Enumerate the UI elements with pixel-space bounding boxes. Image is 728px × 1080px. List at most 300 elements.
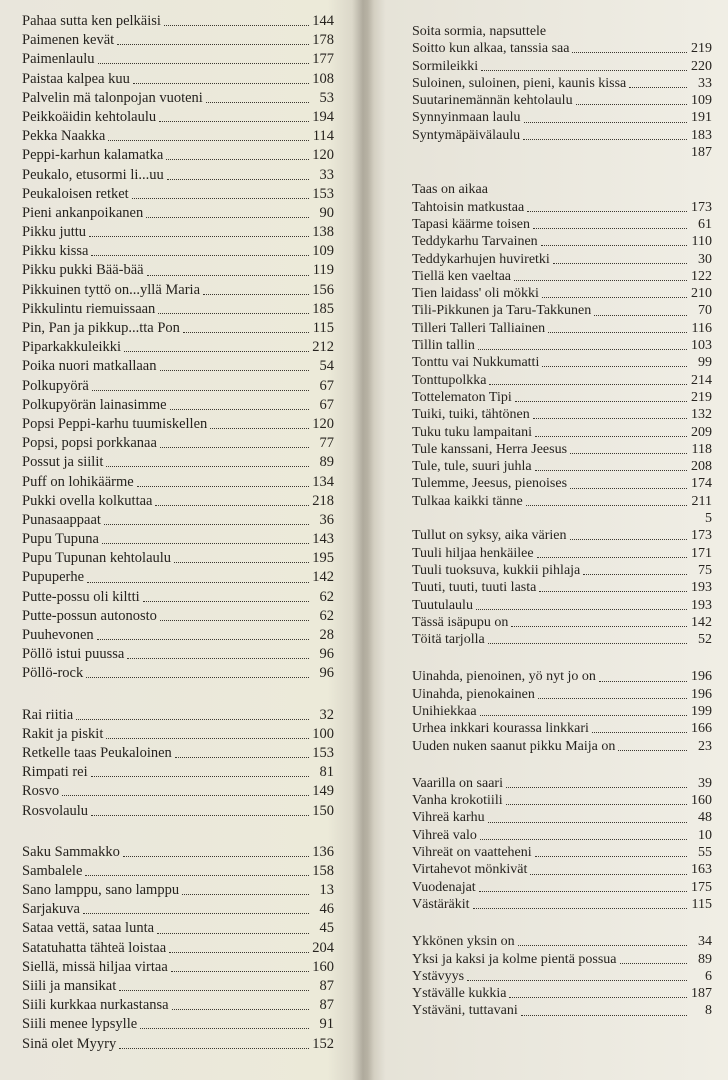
section-gap	[22, 684, 334, 706]
index-entry	[412, 951, 712, 968]
dot-leader	[166, 159, 309, 160]
entry-page-number: 10	[698, 827, 712, 843]
entry-title: Tuiki, tuiki, tähtönen	[412, 407, 530, 423]
entry-page-number: 61	[698, 216, 712, 232]
dot-leader	[541, 245, 687, 246]
index-entry	[22, 338, 334, 357]
entry-title: Pahaa sutta ken pelkäisi	[22, 13, 161, 29]
dot-leader	[533, 418, 687, 419]
dot-leader	[89, 236, 309, 237]
dot-leader	[570, 453, 687, 454]
entry-page-number: 196	[691, 669, 712, 685]
dot-leader	[171, 971, 309, 972]
dot-leader	[92, 390, 309, 391]
index-entry	[412, 844, 712, 861]
dot-leader	[167, 179, 309, 180]
index-entry	[412, 216, 712, 233]
entry-page-number: 62	[319, 607, 334, 624]
entry-page-number: 39	[698, 775, 712, 791]
dot-leader	[106, 466, 309, 467]
entry-page-number: 81	[319, 764, 334, 781]
index-entry	[22, 415, 334, 434]
entry-title: Syntymäpäivälaulu	[412, 127, 521, 143]
dot-leader	[521, 1015, 687, 1016]
index-entry	[22, 958, 334, 977]
entry-page-number: 115	[691, 896, 712, 912]
entry-title: Teddykarhujen huviretki	[412, 251, 550, 267]
index-entry	[412, 597, 712, 614]
entry-page-number: 153	[312, 185, 334, 202]
dot-leader	[143, 601, 309, 602]
entry-page-number: 220	[691, 58, 712, 74]
dot-leader	[182, 894, 309, 895]
entry-page-number: 209	[691, 424, 712, 440]
index-entry	[22, 12, 334, 31]
entry-page-number: 62	[319, 588, 334, 605]
entry-title: Pupuperhe	[22, 569, 85, 586]
entry-page-number: 30	[698, 251, 712, 267]
index-entry	[22, 782, 334, 801]
section-gap	[412, 913, 712, 933]
entry-page-number: 166	[691, 721, 712, 737]
entry-title: Soita sormia, napsuttele	[412, 24, 547, 39]
entry-title: Rai riitia	[22, 706, 74, 723]
entry-page-number: 54	[319, 358, 334, 375]
entry-page-number: 196	[691, 686, 712, 702]
dot-leader	[599, 681, 687, 682]
entry-title: Pupu Tupunan kehtolaulu	[22, 550, 172, 567]
index-entry	[22, 939, 334, 958]
entry-page-number: 193	[691, 597, 712, 613]
entry-title: Poika nuori matkallaan	[22, 358, 157, 375]
entry-page-number: 32	[319, 706, 334, 723]
index-entry	[412, 861, 712, 878]
index-entry	[22, 319, 334, 338]
index-entry	[412, 144, 712, 161]
index-entry	[412, 233, 712, 250]
entry-title: Tuutulaulu	[412, 597, 473, 613]
index-entry	[412, 493, 712, 510]
index-section	[412, 23, 712, 161]
entry-title: Piparkakkuleikki	[22, 339, 122, 356]
entry-page-number: 23	[698, 738, 712, 754]
index-entry	[22, 919, 334, 938]
dot-leader	[542, 297, 687, 298]
index-entry	[412, 23, 712, 40]
index-entry	[22, 511, 334, 530]
index-entry	[22, 664, 334, 683]
dot-leader	[506, 787, 687, 788]
index-entry	[22, 626, 334, 645]
dot-leader	[158, 313, 309, 314]
index-entry	[22, 725, 334, 744]
entry-title: Popsi, popsi porkkanaa	[22, 435, 157, 452]
entry-page-number: 191	[691, 110, 712, 126]
entry-title: Tule, tule, suuri juhla	[412, 459, 532, 475]
entry-title: Vaarilla on saari	[412, 775, 503, 791]
index-entry	[22, 706, 334, 725]
entry-title: Uinahda, pienoinen, yö nyt jo on	[412, 669, 596, 685]
index-entry	[22, 473, 334, 492]
section-gap	[412, 755, 712, 775]
index-entry	[412, 372, 712, 389]
dot-leader	[481, 70, 687, 71]
entry-page-number: 214	[691, 372, 712, 388]
entry-page-number: 109	[312, 243, 334, 260]
dot-leader	[160, 370, 310, 371]
index-entry	[22, 242, 334, 261]
dot-leader	[172, 1009, 309, 1010]
index-entry	[412, 510, 712, 527]
entry-title: Taas on aikaa	[412, 182, 488, 198]
index-entry	[22, 568, 334, 587]
index-entry	[412, 337, 712, 354]
index-entry	[22, 281, 334, 300]
entry-title: Paistaa kalpea kuu	[22, 70, 130, 87]
entry-title: Sataa vettä, sataa lunta	[22, 920, 155, 937]
dot-leader	[480, 715, 687, 716]
index-section	[412, 775, 712, 913]
index-section	[412, 668, 712, 754]
index-entry	[22, 31, 334, 50]
entry-title: Polkupyörän lainasimme	[22, 396, 167, 413]
entry-title: Tuuli tuoksuva, kukkii pihlaja	[412, 562, 581, 578]
entry-page-number: 119	[312, 262, 334, 279]
entry-page-number: 195	[312, 550, 334, 567]
dot-leader	[533, 228, 687, 229]
entry-page-number: 52	[698, 632, 712, 648]
index-entry	[412, 251, 712, 268]
dot-leader	[62, 795, 309, 796]
dot-leader	[160, 620, 309, 621]
dot-leader	[183, 332, 309, 333]
entry-page-number: 185	[312, 300, 334, 317]
index-entry	[22, 996, 334, 1015]
entry-title: Sinä olet Myyry	[22, 1035, 117, 1052]
entry-title: Satatuhatta tähteä loistaa	[22, 939, 167, 956]
dot-leader	[583, 574, 687, 575]
dot-leader	[203, 294, 309, 295]
entry-page-number: 177	[312, 51, 334, 68]
index-entry	[22, 50, 334, 69]
index-entry	[22, 588, 334, 607]
entry-title: Peukaloisen retket	[22, 185, 129, 202]
index-entry	[412, 40, 712, 57]
dot-leader	[86, 677, 309, 678]
section-gap	[412, 648, 712, 668]
dot-leader	[170, 409, 309, 410]
dot-leader	[147, 275, 309, 276]
dot-leader	[620, 963, 687, 964]
index-entry	[22, 300, 334, 319]
index-entry	[412, 720, 712, 737]
entry-title: Rimpati rei	[22, 764, 88, 781]
entry-page-number: 142	[312, 569, 334, 586]
entry-page-number: 158	[312, 862, 334, 879]
dot-leader	[91, 815, 309, 816]
dot-leader	[506, 804, 687, 805]
dot-leader	[98, 63, 310, 64]
entry-title: Uuden nuken saanut pikku Maija on	[412, 738, 616, 754]
index-entry	[22, 492, 334, 511]
entry-page-number: 208	[691, 459, 712, 475]
dot-leader	[526, 505, 687, 506]
entry-page-number: 160	[691, 793, 712, 809]
entry-title: Peukalo, etusormi li...uu	[22, 166, 164, 183]
entry-title: Tulkaa kaikki tänne	[412, 493, 523, 509]
entry-page-number: 33	[319, 166, 334, 183]
entry-page-number: 183	[691, 127, 712, 143]
entry-title: Sarjakuva	[22, 901, 80, 918]
entry-page-number: 13	[319, 882, 334, 899]
entry-title: Västäräkit	[412, 896, 470, 912]
entry-page-number: 194	[312, 108, 334, 125]
dot-leader	[473, 908, 687, 909]
index-entry	[412, 896, 712, 913]
entry-page-number: 5	[705, 511, 712, 527]
dot-leader	[157, 933, 309, 934]
index-section	[22, 706, 334, 821]
dot-leader	[537, 557, 687, 558]
dot-leader	[524, 122, 688, 123]
entry-title: Putte-possun autonosto	[22, 607, 157, 624]
index-entry	[22, 763, 334, 782]
entry-title: Tullut on syksy, aika värien	[412, 528, 567, 544]
entry-title: Suutarinemännän kehtolaulu	[412, 93, 573, 109]
dot-leader	[210, 428, 309, 429]
entry-page-number: 89	[698, 951, 712, 967]
entry-title: Palvelin mä talonpojan vuoteni	[22, 89, 203, 106]
entry-page-number: 96	[319, 665, 334, 682]
dot-leader	[76, 719, 309, 720]
dot-leader	[535, 856, 687, 857]
index-entry	[412, 109, 712, 126]
entry-page-number: 199	[691, 703, 712, 719]
left-index-column	[22, 0, 334, 1054]
entry-page-number: 8	[705, 1003, 712, 1019]
entry-page-number: 90	[319, 204, 334, 221]
index-entry	[412, 775, 712, 792]
right-index-column	[412, 0, 712, 1020]
entry-page-number: 70	[698, 303, 712, 319]
dot-leader	[108, 140, 309, 141]
dot-leader	[576, 104, 687, 105]
entry-title: Tili-Pikkunen ja Taru-Takkunen	[412, 303, 592, 319]
dot-leader	[160, 447, 309, 448]
entry-title: Tässä isäpupu on	[412, 614, 509, 630]
dot-leader	[618, 750, 687, 751]
index-entry	[22, 261, 334, 280]
entry-page-number: 136	[312, 843, 334, 860]
dot-leader	[535, 470, 687, 471]
entry-title: Ystävyys	[412, 968, 465, 984]
entry-title: Vuodenajat	[412, 879, 476, 895]
entry-title: Pekka Naakka	[22, 128, 106, 145]
entry-page-number: 204	[312, 939, 334, 956]
dot-leader	[570, 539, 687, 540]
index-entry	[22, 900, 334, 919]
entry-page-number: 173	[691, 199, 712, 215]
index-entry	[412, 631, 712, 648]
dot-leader	[132, 198, 309, 199]
section-gap	[412, 161, 712, 181]
entry-page-number: 55	[698, 845, 712, 861]
entry-page-number: 28	[319, 627, 334, 643]
index-entry	[412, 441, 712, 458]
entry-title: Urhea inkkari kourassa linkkari	[412, 721, 589, 737]
index-entry	[412, 614, 712, 631]
index-entry	[412, 458, 712, 475]
entry-page-number: 144	[312, 13, 334, 29]
dot-leader	[174, 562, 309, 563]
entry-title: Siellä, missä hiljaa virtaa	[22, 958, 168, 975]
index-entry	[22, 434, 334, 453]
index-entry	[22, 977, 334, 996]
entry-page-number: 143	[312, 531, 334, 548]
entry-title: Tule kanssani, Herra Jeesus	[412, 441, 568, 457]
dot-leader	[515, 401, 687, 402]
index-entry	[412, 527, 712, 544]
index-entry	[412, 354, 712, 371]
entry-title: Siili ja mansikat	[22, 978, 117, 994]
index-section	[22, 843, 334, 1054]
dot-leader	[480, 839, 687, 840]
dot-leader	[140, 1028, 309, 1029]
entry-page-number: 67	[319, 377, 334, 394]
index-entry	[22, 127, 334, 146]
entry-title: Pöllö-rock	[22, 665, 84, 682]
index-entry	[412, 181, 712, 198]
entry-page-number: 48	[698, 810, 712, 826]
index-section	[22, 12, 334, 684]
entry-page-number: 75	[698, 562, 712, 578]
entry-page-number: 193	[691, 580, 712, 596]
dot-leader	[570, 488, 687, 489]
dot-leader	[478, 349, 687, 350]
index-entry	[22, 89, 334, 108]
left-page	[0, 0, 362, 1080]
entry-title: Ystävälle kukkia	[412, 986, 507, 1002]
dot-leader	[511, 626, 687, 627]
entry-page-number: 211	[691, 493, 712, 509]
dot-leader	[106, 738, 309, 739]
index-entry	[22, 166, 334, 185]
dot-leader	[535, 436, 687, 437]
entry-page-number: 152	[312, 1035, 334, 1052]
entry-page-number: 218	[312, 492, 334, 509]
entry-title: Virtahevot mönkivät	[412, 862, 528, 878]
dot-leader	[489, 384, 687, 385]
entry-page-number: 118	[691, 441, 712, 457]
dot-leader	[124, 351, 309, 352]
entry-title: Töitä tarjolla	[412, 632, 485, 648]
entry-page-number: 219	[691, 41, 712, 57]
dot-leader	[206, 102, 309, 103]
entry-page-number: 91	[319, 1016, 334, 1033]
dot-leader	[85, 875, 309, 876]
entry-title: Saku Sammakko	[22, 843, 120, 860]
index-entry	[412, 1002, 712, 1019]
dot-leader	[629, 87, 687, 88]
entry-page-number: 178	[312, 32, 334, 49]
entry-page-number: 173	[691, 528, 712, 544]
index-entry	[412, 424, 712, 441]
dot-leader	[523, 139, 687, 140]
entry-title: Peikkoäidin kehtolaulu	[22, 108, 157, 125]
index-entry	[22, 377, 334, 396]
entry-title: Siili menee lypsylle	[22, 1016, 138, 1033]
entry-title: Tuuti, tuuti, tuuti lasta	[412, 580, 537, 596]
entry-title: Tottelematon Tipi	[412, 389, 512, 405]
entry-title: Teddykarhu Tarvainen	[412, 234, 538, 250]
dot-leader	[527, 211, 687, 212]
index-entry	[22, 744, 334, 763]
dot-leader	[117, 44, 309, 45]
dot-leader	[91, 255, 309, 256]
dot-leader	[476, 609, 687, 610]
entry-title: Soitto kun alkaa, tanssia saa	[412, 41, 570, 57]
entry-title: Paimenlaulu	[22, 51, 95, 68]
dot-leader	[119, 990, 309, 991]
section-gap	[22, 821, 334, 843]
dot-leader	[514, 280, 687, 281]
index-entry	[22, 645, 334, 664]
entry-title: Pikku juttu	[22, 224, 87, 241]
entry-title: Tonttupolkka	[412, 372, 487, 388]
entry-page-number: 100	[312, 725, 334, 742]
dot-leader	[542, 366, 687, 367]
index-entry	[22, 881, 334, 900]
index-entry	[412, 668, 712, 685]
entry-page-number: 138	[312, 224, 334, 241]
dot-leader	[123, 856, 309, 857]
entry-title: Unihiekkaa	[412, 703, 477, 719]
entry-page-number: 108	[312, 70, 334, 87]
entry-page-number: 99	[698, 355, 712, 371]
index-entry	[412, 985, 712, 1002]
dot-leader	[155, 505, 309, 506]
entry-page-number: 219	[691, 389, 712, 405]
dot-leader	[127, 658, 309, 659]
dot-leader	[488, 643, 687, 644]
entry-page-number: 171	[691, 545, 712, 561]
dot-leader	[146, 217, 309, 218]
entry-title: Tuuli hiljaa henkäilee	[412, 545, 534, 561]
entry-page-number: 33	[698, 75, 712, 91]
entry-title: Retkelle taas Peukaloinen	[22, 744, 172, 761]
index-entry	[412, 406, 712, 423]
entry-page-number: 212	[312, 339, 334, 356]
entry-title: Pikku pukki Bää-bää	[22, 262, 144, 279]
entry-title: Tillin tallin	[412, 338, 475, 354]
index-entry	[412, 58, 712, 75]
index-entry	[22, 862, 334, 881]
index-entry	[412, 127, 712, 144]
index-entry	[412, 933, 712, 950]
entry-title: Yksi ja kaksi ja kolme pientä possua	[412, 951, 617, 967]
entry-page-number: 109	[691, 93, 712, 109]
entry-title: Sormileikki	[412, 58, 479, 74]
entry-page-number: 156	[312, 281, 334, 298]
entry-page-number: 210	[691, 286, 712, 302]
index-entry	[22, 204, 334, 223]
entry-page-number: 96	[319, 646, 334, 663]
entry-page-number: 36	[319, 511, 334, 528]
index-entry	[22, 549, 334, 568]
index-entry	[22, 802, 334, 821]
index-entry	[412, 545, 712, 562]
right-page	[364, 0, 728, 1080]
